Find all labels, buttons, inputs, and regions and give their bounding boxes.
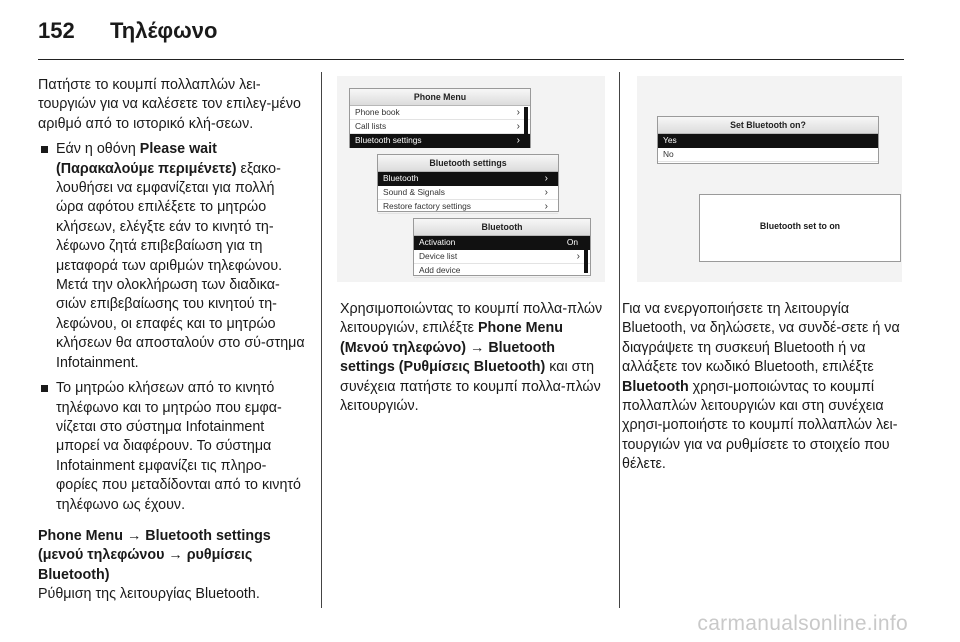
nav-path-heading: Phone Menu → Bluetooth settings (μενού τηλεφώνου → ρυθμίσεις Bluetooth) bbox=[38, 527, 271, 583]
menu-screenshot bbox=[337, 76, 605, 282]
please-wait-label: Please wait (Παρακαλούμε περιμένετε) bbox=[56, 141, 237, 177]
confirmation-box bbox=[699, 194, 901, 262]
arrow-right-icon: → bbox=[168, 547, 183, 564]
chevron-right-icon: › bbox=[516, 135, 520, 146]
col3-paragraph: Για να ενεργοποιήσετε τη λειτουργία Bluetooth, να δηλώσετε, να συνδέ-σετε ή να διαγράψετε τη συσκευή Bluetooth ή να αλλάξετε τον κωδικό Bluetooth, επιλέξτε Bluetooth χρησι-μοποιώντας το κουμπί πολλαπλών λειτουργιών και στη συνέχεια χρησι-μοποιήστε το κουμπί πολλαπλών λει-τουργιών για να ρυθμίσετε το στοιχείο που θέλετε. bbox=[622, 301, 900, 473]
confirmation-text: Bluetooth set to on bbox=[759, 221, 841, 231]
menu-item-device-list[interactable]: Device list › bbox=[414, 250, 590, 264]
bullet-square-icon bbox=[41, 146, 48, 153]
confirm-screenshot bbox=[637, 76, 902, 282]
bluetooth-title: Bluetooth bbox=[414, 219, 590, 236]
phone-menu-window bbox=[349, 88, 531, 148]
menu-item-restore-factory[interactable]: Restore factory settings › bbox=[378, 200, 558, 214]
page-header bbox=[38, 18, 904, 58]
column-divider-1 bbox=[321, 72, 322, 608]
chevron-right-icon: › bbox=[544, 187, 548, 198]
chevron-right-icon: › bbox=[516, 121, 520, 132]
menu-item-bluetooth[interactable]: Bluetooth › bbox=[378, 172, 558, 186]
intro-paragraph: Πατήστε το κουμπί πολλαπλών λει-τουργιών για να καλέσετε τον επιλεγ-μένο αριθμό από το ιστορικό κλή-σεων. bbox=[38, 77, 301, 132]
bluetooth-window bbox=[413, 218, 591, 276]
col2-paragraph: Χρησιμοποιώντας το κουμπί πολλα-πλών λειτουργιών, επιλέξτε Phone Menu (Μενού τηλεφώνο) → Bluetooth settings (Ρυθμίσεις Bluetooth) και στη συνέχεια πατήστε το κουμπί πολλα-πλών λειτουργιών. bbox=[340, 301, 603, 415]
set-bluetooth-title: Set Bluetooth on? bbox=[658, 117, 878, 134]
column-3 bbox=[622, 300, 902, 475]
final-paragraph: Ρύθμιση της λειτουργίας Bluetooth. bbox=[38, 586, 260, 603]
column-2 bbox=[340, 300, 606, 416]
chapter-title: Τηλέφωνο bbox=[110, 18, 218, 43]
watermark: carmanualsonline.info bbox=[697, 612, 908, 635]
header-rule bbox=[38, 59, 904, 60]
column-divider-2 bbox=[619, 72, 620, 608]
option-yes[interactable]: Yes bbox=[658, 134, 878, 148]
chevron-right-icon: › bbox=[516, 107, 520, 118]
activation-value: On bbox=[566, 237, 578, 247]
menu-item-phone-book[interactable]: Phone book › bbox=[350, 106, 530, 120]
menu-item-add-device[interactable]: Add device bbox=[414, 264, 590, 278]
chevron-right-icon: › bbox=[576, 251, 580, 262]
arrow-right-icon: → bbox=[126, 527, 142, 544]
bluetooth-settings-title: Bluetooth settings bbox=[378, 155, 558, 172]
bullet-item-2: Το μητρώο κλήσεων από το κινητό τηλέφωνο και το μητρώο που εμφα-νίζεται στο σύστημα Infotainment μπορεί να διαφέρουν. Το σύστημα Infotainment εμφανίζει τις πληρο-φορίες που μεταδίδονται από το κινητό τηλέφωνο ως έχουν. bbox=[38, 379, 306, 515]
phone-menu-title: Phone Menu bbox=[350, 89, 530, 106]
set-bluetooth-dialog bbox=[657, 116, 879, 164]
scrollbar[interactable] bbox=[524, 107, 528, 145]
arrow-right-icon: → bbox=[470, 339, 485, 356]
menu-item-call-lists[interactable]: Call lists › bbox=[350, 120, 530, 134]
chevron-right-icon: › bbox=[544, 201, 548, 212]
column-1 bbox=[38, 76, 306, 605]
menu-item-activation[interactable]: Activation On bbox=[414, 236, 590, 250]
menu-item-sound-signals[interactable]: Sound & Signals › bbox=[378, 186, 558, 200]
option-no[interactable]: No bbox=[658, 148, 878, 162]
bullet-square-icon bbox=[41, 385, 48, 392]
menu-item-bluetooth-settings[interactable]: Bluetooth settings › bbox=[350, 134, 530, 148]
page-number: 152 bbox=[38, 18, 75, 43]
bullet-item-1: Εάν η οθόνη Please wait (Παρακαλούμε περιμένετε) εξακο-λουθήσει να εμφανίζεται για πολλή ώρα αφότου επιλέξετε το μητρώο κλήσεων, ελέγξτε εάν το κινητό τη-λέφωνο ζητά επιβεβαίωση για τη μεταφορά των αριθμών τηλεφώνου. Μετά την ολοκλήρωση των διαδικα-σιών επιβεβαίωσης του κινητού τη-λεφώνου, οι επαφές και το μητρώο κλήσεων θα αποσταλούν στο σύ-στημα Infotainment. bbox=[38, 140, 306, 373]
bluetooth-settings-window bbox=[377, 154, 559, 212]
scrollbar[interactable] bbox=[584, 237, 588, 273]
chevron-right-icon: › bbox=[544, 173, 548, 184]
